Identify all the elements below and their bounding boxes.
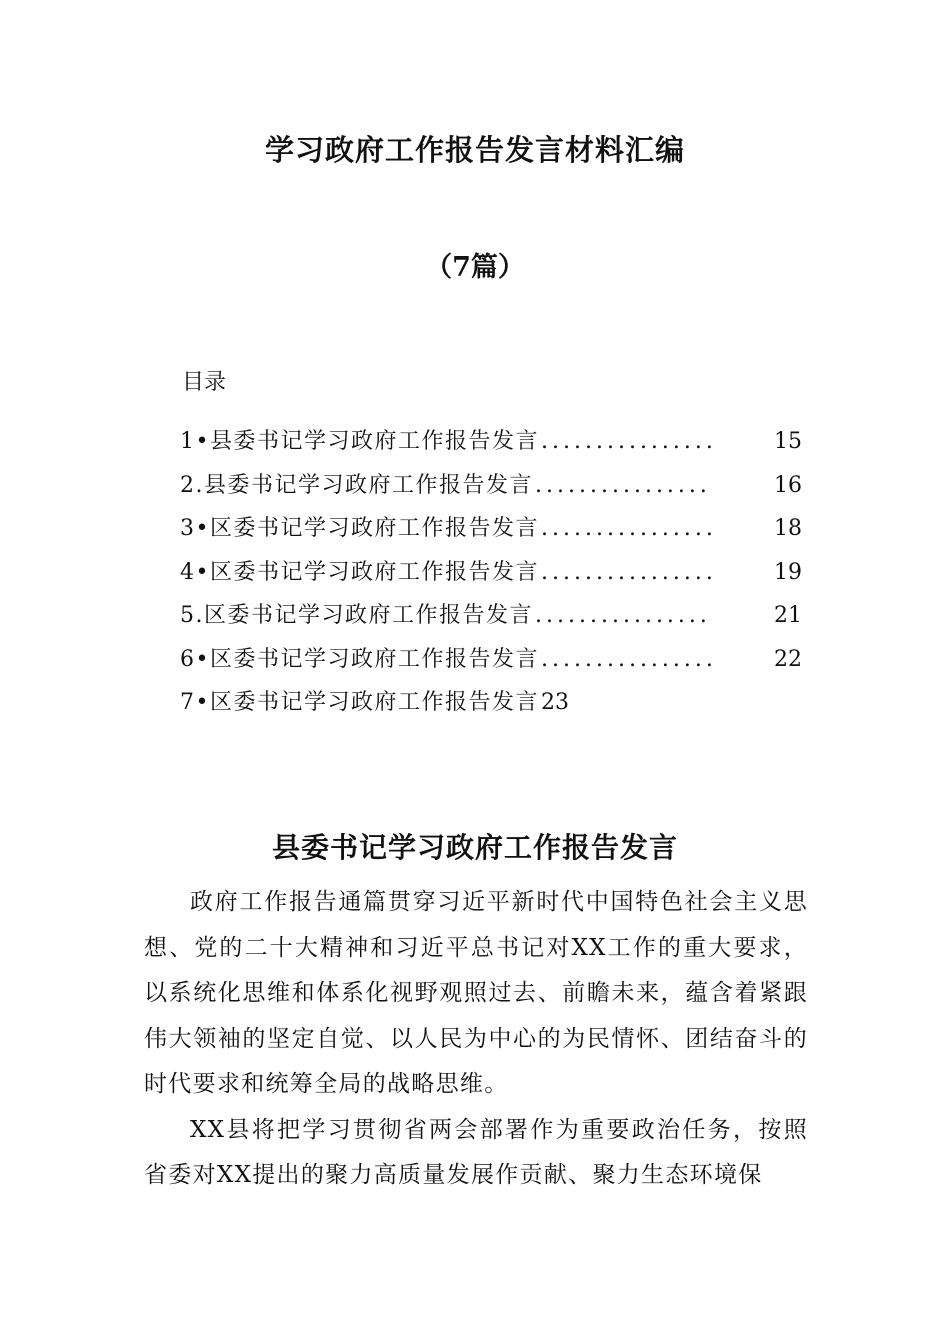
section-body [144,880,808,1199]
toc-entry-page: 19 [774,559,802,585]
toc-entry-title: 区委书记学习政府工作报告发言 [209,516,539,541]
toc-leader-dots: ................ [541,516,717,541]
toc-entry-page: 23 [541,690,569,715]
toc-entry-page: 22 [774,646,802,672]
toc-entry-2[interactable] [180,468,802,512]
toc-entry-number: 5. [180,603,204,628]
section-title: 县委书记学习政府工作报告发言 [271,831,678,864]
document-subtitle: （7篇） [425,252,525,283]
toc-entry-4[interactable] [180,555,802,599]
toc-entry-1[interactable] [180,424,802,468]
toc-leader-dots: ................ [535,472,711,498]
toc-entry-title: 县委书记学习政府工作报告发言 [209,429,539,454]
toc-entry-title: 区委书记学习政府工作报告发言 [209,646,539,672]
toc-entry-number: 7• [180,690,210,715]
toc-leader-dots: ................ [541,646,717,672]
toc-entry-number: 3• [180,516,210,541]
toc-leader-dots: ................ [535,603,711,628]
body-paragraph: 政府工作报告通篇贯穿习近平新时代中国特色社会主义思想、党的二十大精神和习近平总书记对XX工作的重大要求，以系统化思维和体系化视野观照过去、前瞻未来，蕴含着紧跟伟大领袖的坚定自觉、以人民为中心的为民情怀、团结奋斗的时代要求和统筹全局的战略思维。 [144,889,808,1097]
toc-entry-title: 县委书记学习政府工作报告发言 [204,472,534,498]
toc-entry-7[interactable] [180,685,802,729]
toc-leader-dots: ................ [541,429,717,454]
toc-entry-6[interactable] [180,642,802,686]
toc-leader-dots: ................ [541,559,717,585]
toc-entry-number: 1• [180,429,210,454]
toc-entry-number: 4• [180,559,210,585]
toc-entry-3[interactable] [180,511,802,555]
toc-entry-page: 16 [774,472,802,498]
toc-entry-page: 18 [774,516,802,541]
body-paragraph: XX县将把学习贯彻省两会部署作为重要政治任务，按照省委对XX提出的聚力高质量发展作贡献、聚力生态环境保 [144,1116,808,1188]
toc-entry-title: 区委书记学习政府工作报告发言 [204,603,534,628]
toc-entry-page: 21 [774,603,802,628]
toc-entry-5[interactable] [180,598,802,642]
toc-entry-number: 2. [180,472,204,498]
toc-entry-title: 区委书记学习政府工作报告发言 [209,559,539,585]
toc-entry-title: 区委书记学习政府工作报告发言 [209,690,539,715]
toc-entry-page: 15 [774,429,802,454]
document-title: 学习政府工作报告发言材料汇编 [264,133,685,167]
table-of-contents [180,424,802,729]
toc-entry-number: 6• [180,646,210,672]
toc-heading: 目录 [182,370,227,395]
